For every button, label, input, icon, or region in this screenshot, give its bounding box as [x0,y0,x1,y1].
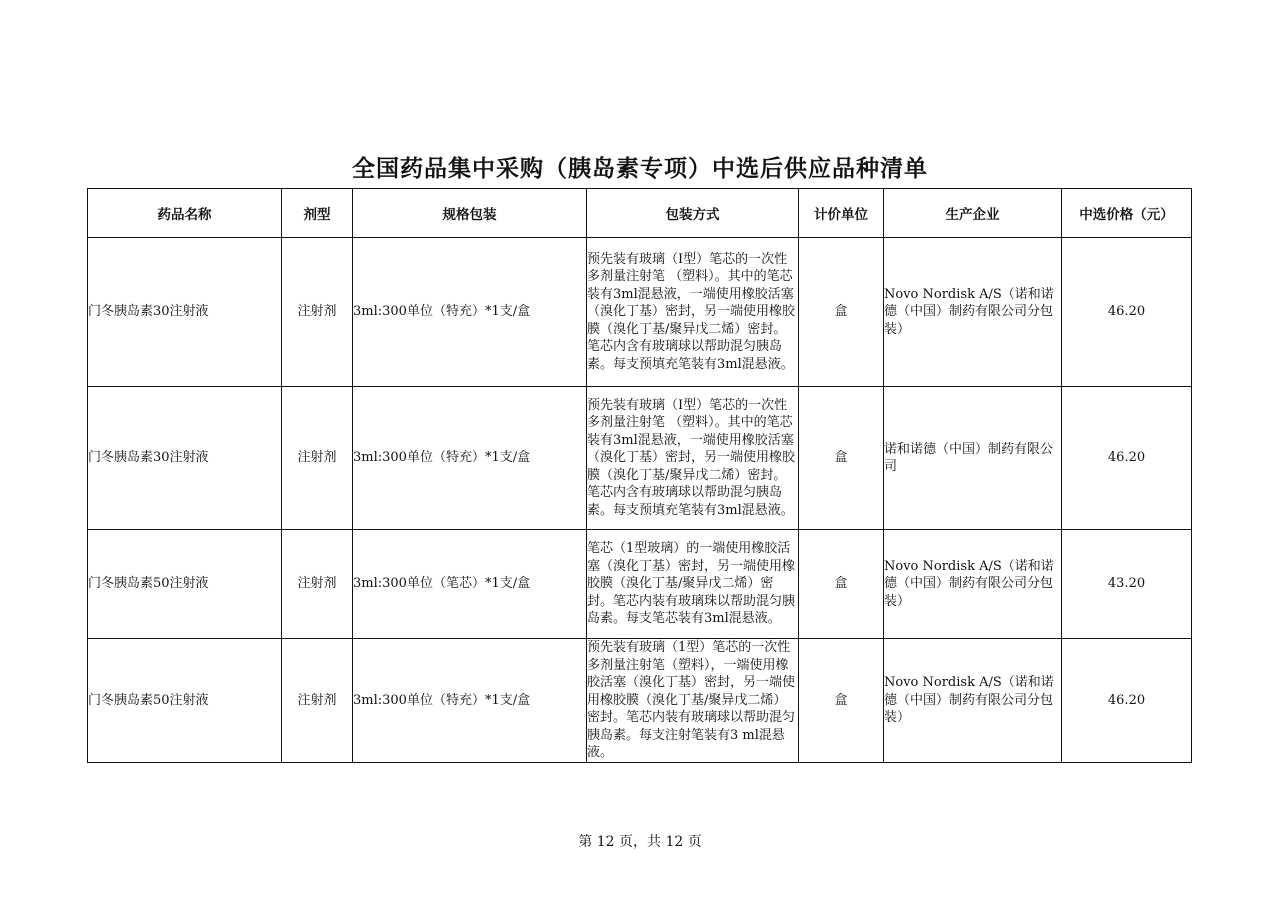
price-cell: 46.20 [1062,639,1192,763]
dosage-form-cell: 注射剂 [282,238,353,387]
drug-name-cell: 门冬胰岛素30注射液 [88,387,282,530]
drug-name-cell: 门冬胰岛素30注射液 [88,238,282,387]
manufacturer-cell: Novo Nordisk A/S（诺和诺德（中国）制药有限公司分包装） [884,238,1062,387]
manufacturer-cell: Novo Nordisk A/S（诺和诺德（中国）制药有限公司分包装） [884,530,1062,639]
packing-method-cell: 预先装有玻璃（Ⅰ型）笔芯的一次性多剂量注射笔 （塑料）。其中的笔芯装有3ml混悬液，一端使用橡胶活塞（溴化丁基）密封，另一端使用橡胶膜（溴化丁基/聚异戊二烯）密封。笔芯内含有玻璃球以帮助混匀胰岛素。每支预填充笔装有3ml混悬液。 [587,238,799,387]
manufacturer-cell: Novo Nordisk A/S（诺和诺德（中国）制药有限公司分包装） [884,639,1062,763]
pricing-unit-cell: 盒 [799,238,884,387]
header-manufacturer: 生产企业 [884,189,1062,238]
spec-cell: 3ml:300单位（特充）*1支/盒 [353,639,587,763]
page-number: 第 12 页，共 12 页 [578,834,702,850]
supply-list-table [87,188,1192,763]
table-row [88,639,1192,763]
pricing-unit-cell: 盒 [799,639,884,763]
header-dosage-form: 剂型 [282,189,353,238]
header-spec-packaging: 规格包装 [353,189,587,238]
header-pricing-unit: 计价单位 [799,189,884,238]
price-cell: 46.20 [1062,387,1192,530]
spec-cell: 3ml:300单位（特充）*1支/盒 [353,387,587,530]
pricing-unit-cell: 盒 [799,530,884,639]
packing-method-cell: 预先装有玻璃（1型）笔芯的一次性多剂量注射笔（塑料），一端使用橡胶活塞（溴化丁基）密封，另一端使用橡胶膜（溴化丁基/聚异戊二烯）密封。笔芯内装有玻璃球以帮助混匀胰岛素。每支注射笔装有3 ml混悬液。 [587,639,799,763]
packing-method-cell: 预先装有玻璃（Ⅰ型）笔芯的一次性多剂量注射笔 （塑料）。其中的笔芯装有3ml混悬液，一端使用橡胶活塞（溴化丁基）密封，另一端使用橡胶膜（溴化丁基/聚异戊二烯）密封。笔芯内含有玻璃球以帮助混匀胰岛素。每支预填充笔装有3ml混悬液。 [587,387,799,530]
dosage-form-cell: 注射剂 [282,639,353,763]
price-cell: 46.20 [1062,238,1192,387]
header-packing-method: 包装方式 [587,189,799,238]
dosage-form-cell: 注射剂 [282,530,353,639]
table-row [88,387,1192,530]
document-title: 全国药品集中采购（胰岛素专项）中选后供应品种清单 [352,155,928,182]
dosage-form-cell: 注射剂 [282,387,353,530]
drug-name-cell: 门冬胰岛素50注射液 [88,530,282,639]
table-header-row [88,189,1192,238]
header-drug-name: 药品名称 [88,189,282,238]
spec-cell: 3ml:300单位（笔芯）*1支/盒 [353,530,587,639]
manufacturer-cell: 诺和诺德（中国）制药有限公司 [884,387,1062,530]
pricing-unit-cell: 盒 [799,387,884,530]
drug-name-cell: 门冬胰岛素50注射液 [88,639,282,763]
packing-method-cell: 笔芯（1型玻璃）的一端使用橡胶活塞（溴化丁基）密封，另一端使用橡胶膜（溴化丁基/聚异戊二烯）密封。笔芯内装有玻璃珠以帮助混匀胰岛素。每支笔芯装有3ml混悬液。 [587,530,799,639]
price-cell: 43.20 [1062,530,1192,639]
spec-cell: 3ml:300单位（特充）*1支/盒 [353,238,587,387]
table-row [88,238,1192,387]
header-price: 中选价格（元） [1062,189,1192,238]
table-row [88,530,1192,639]
